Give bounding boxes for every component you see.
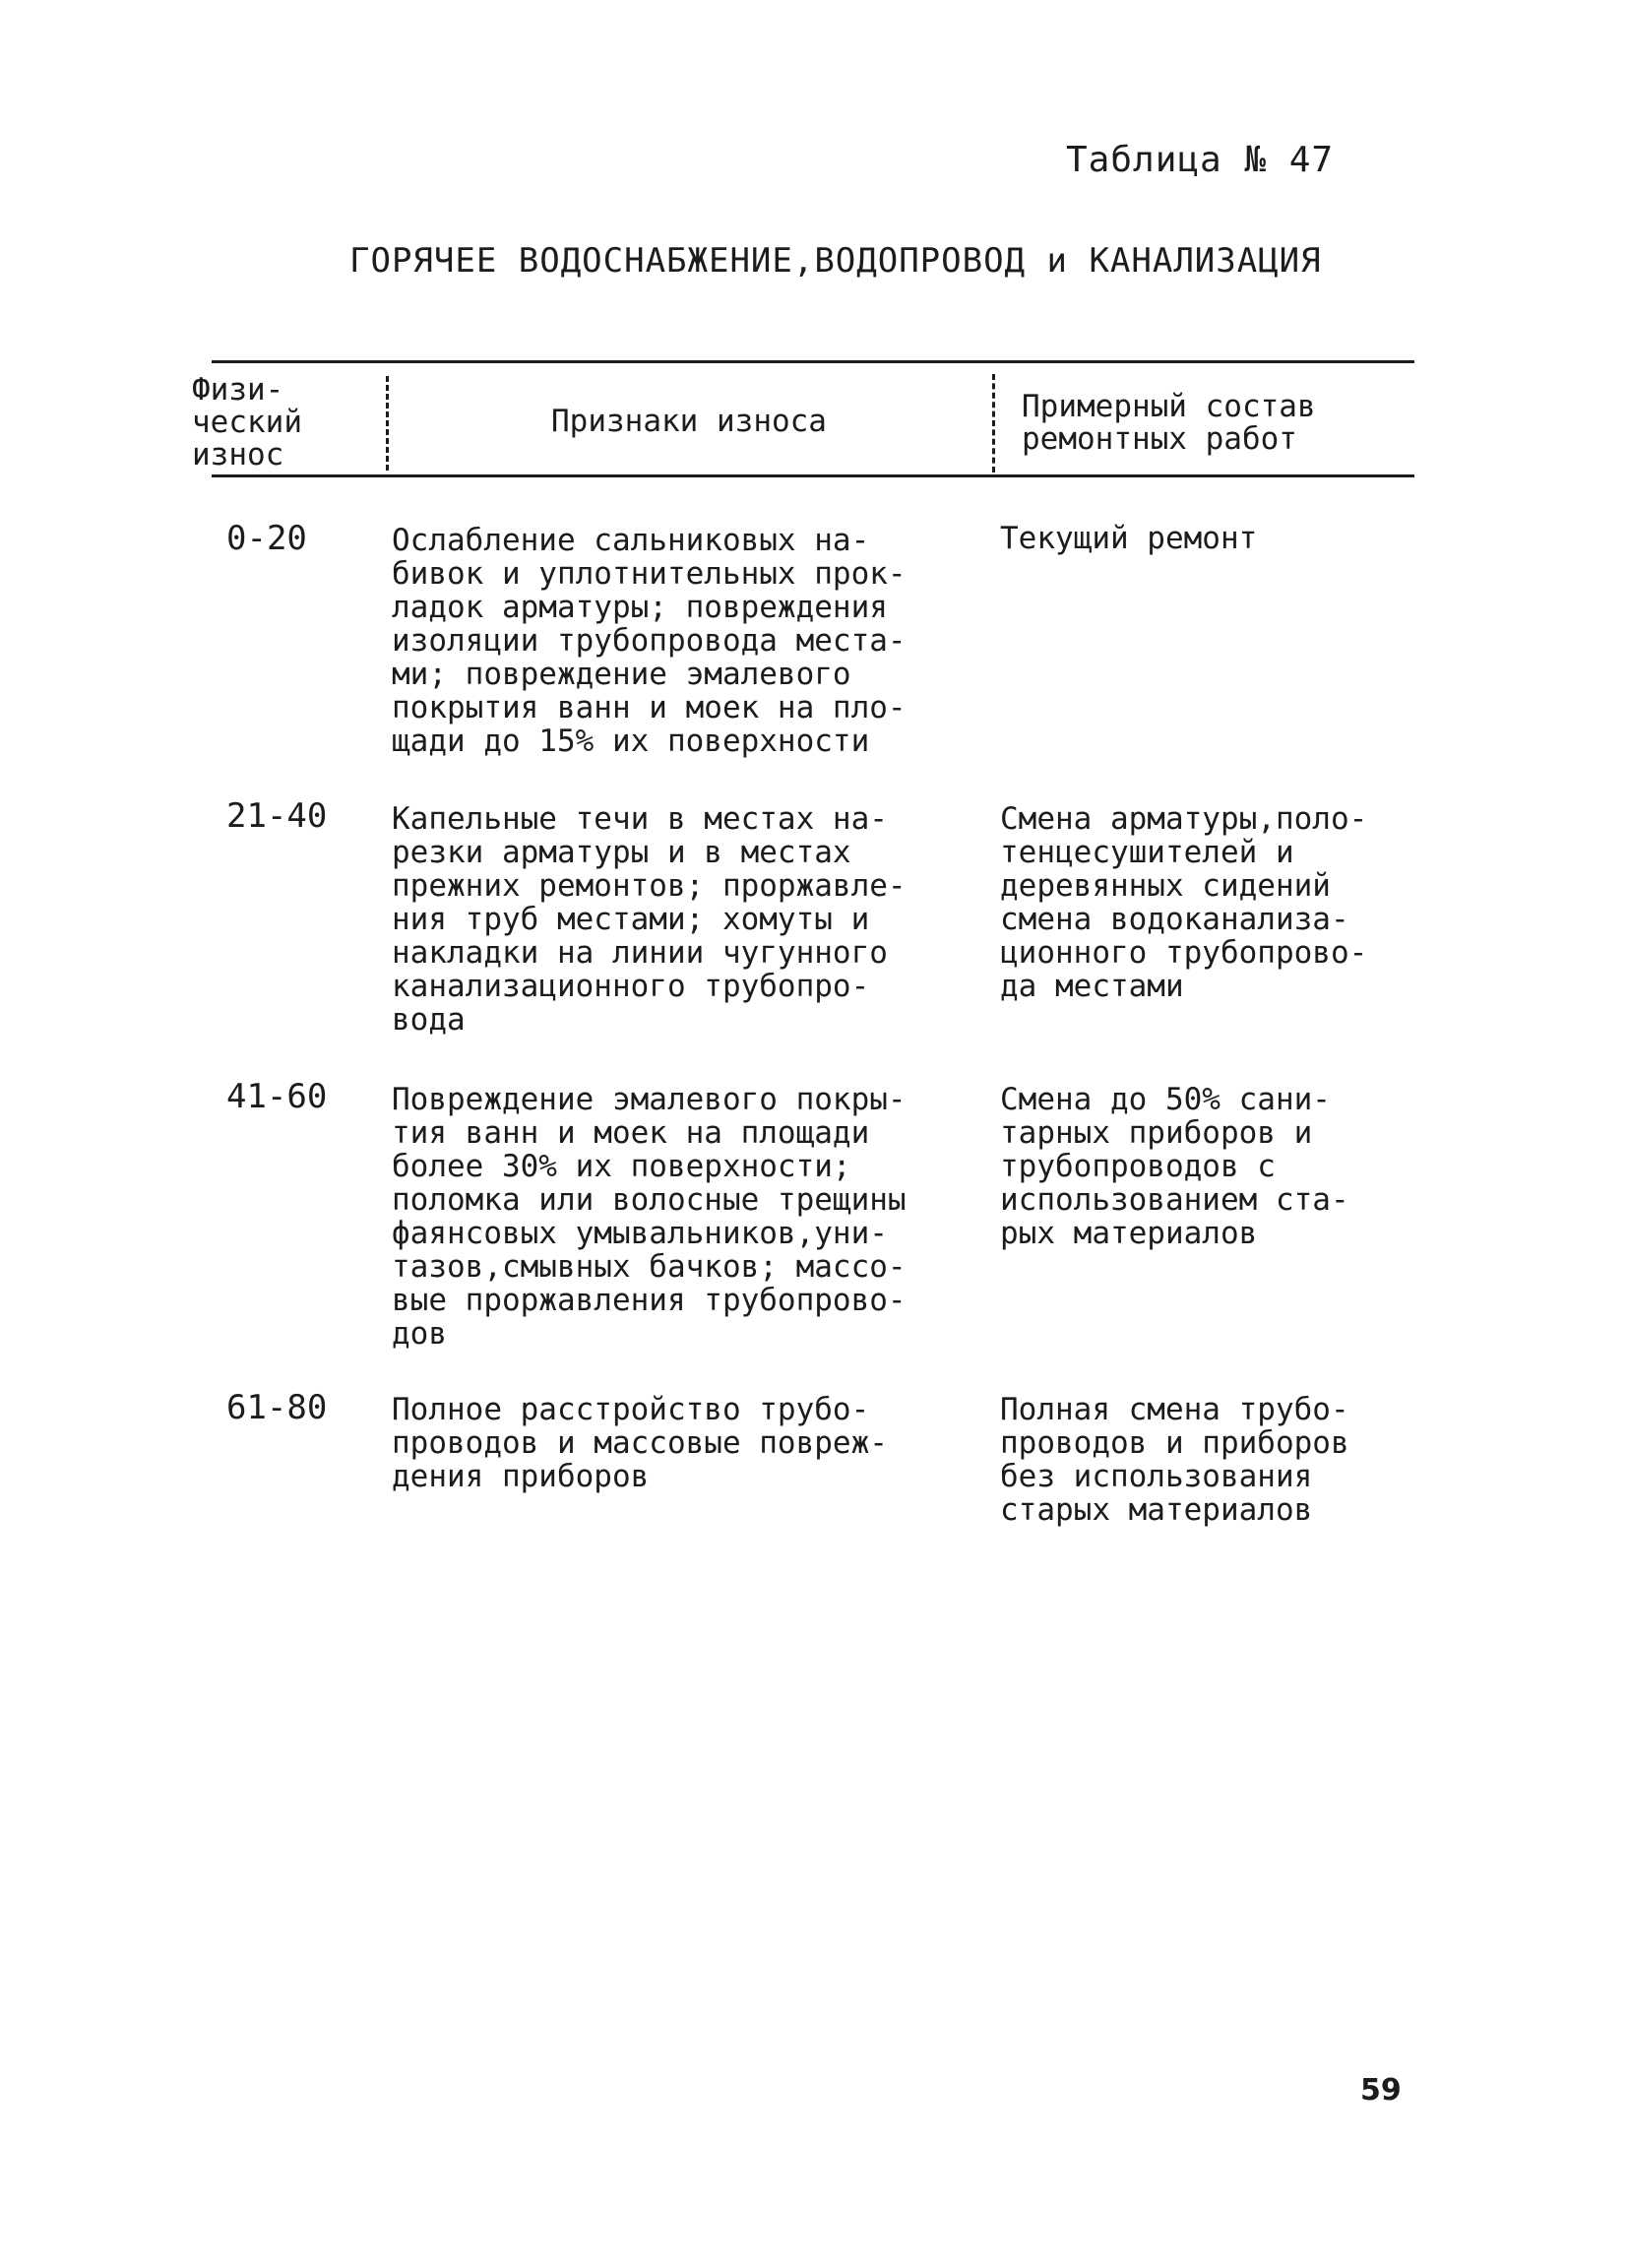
- wear-range: 0-20: [226, 519, 307, 558]
- column-header-works: Примерный состав ремонтных работ: [1022, 389, 1316, 457]
- repair-works: Полная смена трубо- проводов и приборов без использования старых материалов: [1000, 1392, 1349, 1528]
- repair-works: Текущий ремонт: [1000, 521, 1258, 556]
- wear-signs: Ослабление сальниковых на- бивок и уплотнительных прок- ладок арматуры; повреждения изоляции трубопровода места- ми; повреждение эмалевого покрытия ванн и моек на пло- щади до 15% их поверхности: [392, 523, 907, 759]
- repair-works: Смена арматуры,поло- тенцесушителей и деревянных сидений смена водоканализа- ционного трубопрово- да местами: [1000, 801, 1368, 1004]
- wear-range: 41-60: [226, 1077, 328, 1116]
- column-separator: [992, 374, 995, 472]
- column-header-wear: Физи- ческий износ: [192, 372, 302, 472]
- wear-signs: Полное расстройство трубо- проводов и массовые повреж- дения приборов: [392, 1392, 888, 1494]
- wear-signs: Повреждение эмалевого покры- тия ванн и моек на площади более 30% их поверхности; поломка или волосные трещины фаянсовых умывальников,уни- тазов,смывных бачков; массо- вые проржавления трубопрово- дов: [392, 1082, 907, 1352]
- table-number: Таблица № 47: [1066, 140, 1335, 180]
- page-number: 59: [1360, 2073, 1402, 2108]
- column-header-signs: Признаки износа: [551, 404, 827, 439]
- wear-range: 21-40: [226, 796, 328, 836]
- table-top-rule: [212, 360, 1414, 363]
- wear-signs: Капельные течи в местах на- резки арматуры и в местах прежних ремонтов; проржавле- ния труб местами; хомуты и накладки на линии чугунного канализационного трубопро- вода: [392, 801, 907, 1038]
- document-title: ГОРЯЧЕЕ ВОДОСНАБЖЕНИЕ,ВОДОПРОВОД и КАНАЛИЗАЦИЯ: [349, 241, 1322, 281]
- wear-range: 61-80: [226, 1388, 328, 1427]
- repair-works: Смена до 50% сани- тарных приборов и трубопроводов с использованием ста- рых материалов: [1000, 1082, 1349, 1251]
- table-header-rule: [212, 474, 1414, 477]
- column-separator: [386, 376, 389, 471]
